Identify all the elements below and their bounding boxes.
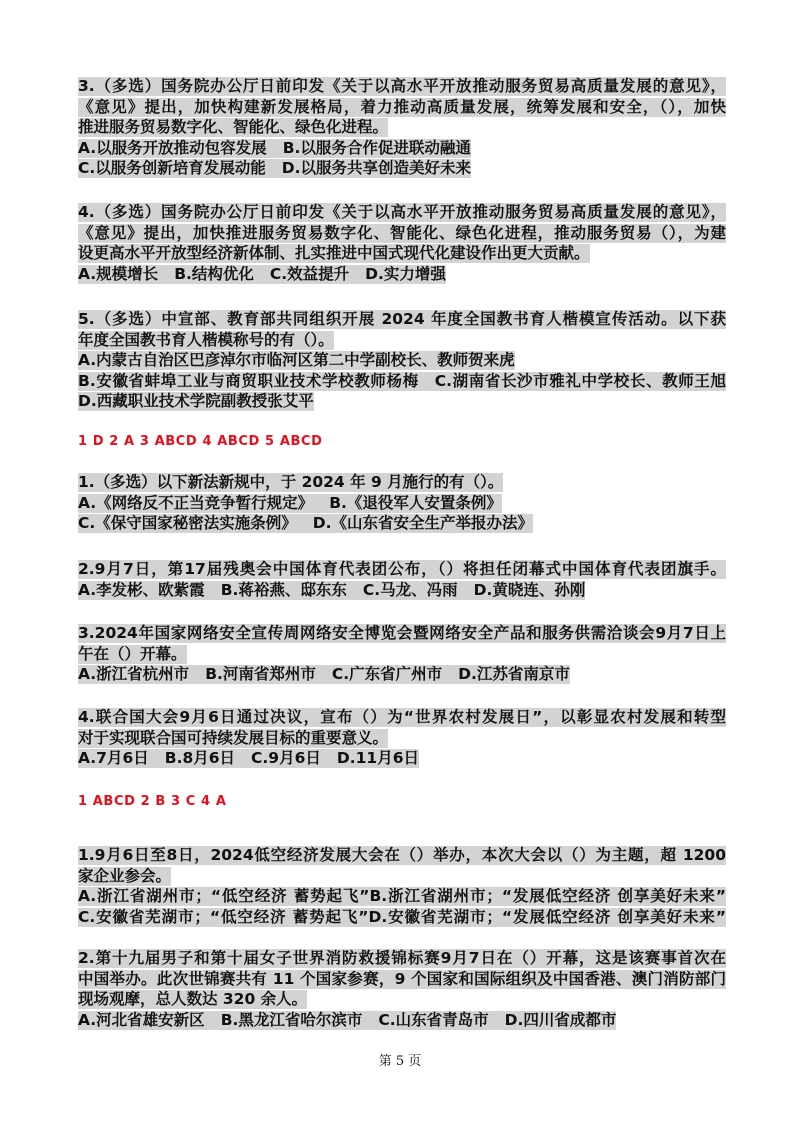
question-stem-line xyxy=(78,310,726,331)
option-row xyxy=(78,494,726,515)
question-stem-line xyxy=(78,949,726,970)
stem-text: 家企业参会。 xyxy=(78,866,172,885)
stem-text: 现场观摩，总人数达 320 余人。 xyxy=(78,990,308,1009)
option-row xyxy=(78,887,726,908)
stem-text: 4.联合国大会9月6日通过决议，宣布（）为“世界农村发展日”，以彰显农村发展和转型 xyxy=(78,708,726,726)
option-b: B.8月6日 xyxy=(164,749,236,768)
question-block xyxy=(78,310,726,413)
option-row-highlight xyxy=(78,1011,616,1030)
option-c: C.广东省广州市 xyxy=(331,665,443,684)
option-row xyxy=(78,749,726,770)
answer-key: 1 D 2 A 3 ABCD 4 ABCD 5 ABCD xyxy=(78,434,323,449)
option-b: B.黑龙江省哈尔滨市 xyxy=(220,1010,363,1029)
option-a: A.7月6日 xyxy=(78,749,149,768)
option-row xyxy=(78,265,726,286)
option-row-highlight xyxy=(78,581,585,600)
option-row xyxy=(78,908,726,929)
question-stem-line xyxy=(78,331,726,352)
option-b: B.蒋裕燕、邸东东 xyxy=(220,580,347,599)
question-stem-line xyxy=(78,708,726,729)
option-a: A.浙江省湖州市；“低空经济 蓄势起飞” xyxy=(78,887,370,906)
option-c: C.以服务创新培育发展动能 xyxy=(78,159,266,178)
option-b: B.结构优化 xyxy=(174,264,254,283)
question-stem-line xyxy=(78,990,726,1011)
option-row-highlight xyxy=(78,908,726,927)
question-stem-line xyxy=(78,846,726,867)
option-row xyxy=(78,159,726,180)
question-stem-line xyxy=(78,473,726,494)
question-stem-line xyxy=(78,98,726,119)
option-b: B.浙江省湖州市；“发展低空经济 创享美好未来” xyxy=(369,887,726,906)
option-a: A.《网络反不正当竞争暂行规定》 xyxy=(78,493,314,512)
stem-text: 对于实现联合国可持续发展目标的重要意义。 xyxy=(78,728,389,747)
option-c: C.马龙、冯雨 xyxy=(362,580,458,599)
option-row-highlight xyxy=(78,265,446,284)
option-row-highlight xyxy=(78,139,471,158)
page-number: 第 5 页 xyxy=(378,1054,422,1069)
option-b: B.安徽省蚌埠工业与商贸职业技术学校教师杨梅 xyxy=(78,371,419,390)
question-stem-line xyxy=(78,77,726,98)
option-a: A.李发彬、欧紫霞 xyxy=(78,580,205,599)
question-block xyxy=(78,77,726,180)
question-block xyxy=(78,473,726,535)
stem-text: 年度全国教书育人楷模称号的有（）。 xyxy=(78,330,334,349)
option-d: D.《山东省安全生产举报办法》 xyxy=(312,514,534,533)
question-block xyxy=(78,708,726,770)
option-d: D.11月6日 xyxy=(336,749,419,768)
stem-text: 中国举办。此次世锦赛共有 11 个国家参赛，9 个国家和国际组织及中国香港、澳门消防部门 xyxy=(78,969,726,988)
option-row xyxy=(78,514,726,535)
option-row xyxy=(78,351,726,372)
option-row-highlight xyxy=(78,665,570,684)
question-stem-line xyxy=(78,867,726,888)
option-d: D.以服务共享创造美好未来 xyxy=(281,159,472,178)
question-block xyxy=(78,203,726,285)
option-row xyxy=(78,392,726,413)
option-row-highlight xyxy=(78,372,726,391)
option-d: D.四川省成都市 xyxy=(504,1010,617,1029)
option-row-highlight xyxy=(78,887,726,906)
stem-text: 午在（）开幕。 xyxy=(78,644,187,663)
stem-text: 2.第十九届男子和第十届女子世界消防救援锦标赛9月7日在（）开幕，这是该赛事首次在 xyxy=(78,949,726,967)
question-stem-line xyxy=(78,645,726,666)
option-c: C.湖南省长沙市雅礼中学校长、教师王旭 xyxy=(434,371,726,390)
option-row xyxy=(78,1011,726,1032)
option-c: C.山东省青岛市 xyxy=(378,1010,489,1029)
question-block xyxy=(78,846,726,928)
question-block xyxy=(78,560,726,601)
question-block xyxy=(78,949,726,1031)
option-a: A.河北省雄安新区 xyxy=(78,1010,205,1029)
option-row xyxy=(78,139,726,160)
option-d: D.实力增强 xyxy=(365,264,446,283)
option-d: D.江苏省南京市 xyxy=(458,665,570,684)
stem-text: 《意见》提出，加快构建新发展格局，着力推动高质量发展，统筹发展和安全，（），加快 xyxy=(78,97,726,116)
option-row-highlight xyxy=(78,494,502,513)
option-row-highlight xyxy=(78,514,533,533)
question-stem-line xyxy=(78,203,726,224)
option-b: B.以服务合作促进联动融通 xyxy=(282,138,471,157)
question-stem-line xyxy=(78,560,726,581)
question-stem-line xyxy=(78,970,726,991)
option-b: B.《退役军人安置条例》 xyxy=(329,493,502,512)
stem-text: 设更高水平开放型经济新体制、扎实推进中国式现代化建设作出更大贡献。 xyxy=(78,244,590,263)
question-stem-line xyxy=(78,224,726,245)
stem-text: 4.（多选）国务院办公厅日前印发《关于以高水平开放推动服务贸易高质量发展的意见》， xyxy=(78,203,726,221)
question-stem-line xyxy=(78,729,726,750)
option-row-highlight xyxy=(78,159,471,178)
option-c: C.9月6日 xyxy=(251,749,321,768)
option-c: C.效益提升 xyxy=(269,264,350,283)
option-d: D.西藏职业技术学院副教授张艾平 xyxy=(78,392,314,411)
stem-text: 推进服务贸易数字化、智能化、绿色化进程。 xyxy=(78,118,389,137)
option-row-highlight xyxy=(78,351,515,370)
stem-text: 5.（多选）中宣部、教育部共同组织开展 2024 年度全国教书育人楷模宣传活动。以下获 xyxy=(78,310,726,328)
option-row xyxy=(78,581,726,602)
stem-text: 《意见》提出，加快推进服务贸易数字化、智能化、绿色化进程，推动服务贸易（），为建 xyxy=(78,223,726,242)
question-stem-line xyxy=(78,118,726,139)
option-row xyxy=(78,372,726,393)
option-row-highlight xyxy=(78,749,419,768)
option-a: A.内蒙古自治区巴彦淖尔市临河区第二中学副校长、教师贺来虎 xyxy=(78,351,515,370)
option-a: A.浙江省杭州市 xyxy=(78,665,190,684)
option-d: D.黄晓连、孙刚 xyxy=(473,580,586,599)
option-d: D.安徽省芜湖市；“发展低空经济 创享美好未来” xyxy=(368,907,726,926)
option-b: B.河南省郑州市 xyxy=(205,665,316,684)
option-row xyxy=(78,665,726,686)
option-c: C.《保守国家秘密法实施条例》 xyxy=(78,514,297,533)
option-c: C.安徽省芜湖市；“低空经济 蓄势起飞” xyxy=(78,907,369,926)
question-stem-line xyxy=(78,624,726,645)
question-stem-line xyxy=(78,244,726,265)
stem-text: 1.（多选）以下新法新规中，于 2024 年 9 月施行的有（）。 xyxy=(78,473,504,491)
stem-text: 1.9月6日至8日，2024低空经济发展大会在（）举办，本次大会以（）为主题，超 1200 xyxy=(78,846,726,864)
stem-text: 3.（多选）国务院办公厅日前印发《关于以高水平开放推动服务贸易高质量发展的意见》， xyxy=(78,77,726,95)
stem-text: 2.9月7日，第17届残奥会中国体育代表团公布，（）将担任闭幕式中国体育代表团旗手。 xyxy=(78,560,726,578)
question-block xyxy=(78,624,726,686)
option-a: A.以服务开放推动包容发展 xyxy=(78,138,267,157)
stem-text: 3.2024年国家网络安全宣传周网络安全博览会暨网络安全产品和服务供需洽谈会9月7日上 xyxy=(78,624,726,642)
answer-key: 1 ABCD 2 B 3 C 4 A xyxy=(78,794,227,809)
option-row-highlight xyxy=(78,392,314,411)
option-a: A.规模增长 xyxy=(78,264,159,283)
